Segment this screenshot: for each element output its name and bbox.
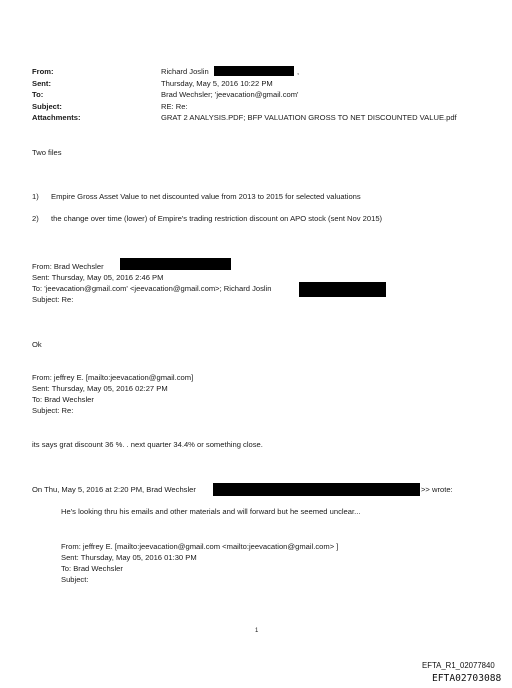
- msg3-body: He's looking thru his emails and other materials and will forward but he seemed unclear...: [61, 507, 361, 516]
- subject-label: Subject:: [32, 102, 62, 111]
- msg4-sent: Sent: Thursday, May 05, 2016 01:30 PM: [61, 553, 197, 562]
- to-value: Brad Wechsler; 'jeevacation@gmail.com': [161, 90, 299, 99]
- attachments-label: Attachments:: [32, 113, 81, 122]
- redaction-box: [214, 66, 294, 76]
- list-number-1: 1): [32, 192, 39, 201]
- msg3-wrote-suffix: >> wrote:: [421, 485, 453, 494]
- msg2-sent: Sent: Thursday, May 05, 2016 02:27 PM: [32, 384, 168, 393]
- page-number: 1: [255, 628, 259, 634]
- msg2-body: its says grat discount 36 %. . next quarter 34.4% or something close.: [32, 440, 263, 449]
- sent-label: Sent:: [32, 79, 51, 88]
- msg2-from: From: jeffrey E. [mailto:jeevacation@gmail.com]: [32, 373, 194, 382]
- subject-value: RE: Re:: [161, 102, 188, 111]
- msg2-to: To: Brad Wechsler: [32, 395, 94, 404]
- msg3-wrote-prefix: On Thu, May 5, 2016 at 2:20 PM, Brad Wechsler: [32, 485, 196, 494]
- intro-text: Two files: [32, 148, 62, 157]
- from-value: Richard Joslin: [161, 67, 209, 76]
- msg1-subject: Subject: Re:: [32, 295, 74, 304]
- redaction-box: [213, 483, 420, 496]
- to-label: To:: [32, 90, 44, 99]
- bates-stamp-large: EFTA02703088: [432, 673, 502, 684]
- from-label: From:: [32, 67, 54, 76]
- msg1-body: Ok: [32, 340, 42, 349]
- msg4-to: To: Brad Wechsler: [61, 564, 123, 573]
- bates-stamp-small: EFTA_R1_02077840: [422, 661, 495, 670]
- msg1-to: To: 'jeevacation@gmail.com' <jeevacation@gmail.com>; Richard Joslin: [32, 284, 272, 293]
- sent-value: Thursday, May 5, 2016 10:22 PM: [161, 79, 273, 88]
- msg2-subject: Subject: Re:: [32, 406, 74, 415]
- msg4-subject: Subject:: [61, 575, 89, 584]
- list-item-1: Empire Gross Asset Value to net discounted value from 2013 to 2015 for selected valuations: [51, 192, 361, 201]
- msg1-sent: Sent: Thursday, May 05, 2016 2:46 PM: [32, 273, 164, 282]
- list-number-2: 2): [32, 214, 39, 223]
- redaction-box: [120, 258, 231, 270]
- attachments-value: GRAT 2 ANALYSIS.PDF; BFP VALUATION GROSS TO NET DISCOUNTED VALUE.pdf: [161, 113, 457, 122]
- from-trailing-mark: ,: [297, 67, 300, 76]
- redaction-box: [299, 282, 386, 297]
- msg1-from: From: Brad Wechsler: [32, 262, 104, 271]
- list-item-2: the change over time (lower) of Empire's trading restriction discount on APO stock (sent Nov 2015): [51, 214, 383, 223]
- msg4-from: From: jeffrey E. [mailto:jeevacation@gmail.com <mailto:jeevacation@gmail.com> ]: [61, 542, 339, 551]
